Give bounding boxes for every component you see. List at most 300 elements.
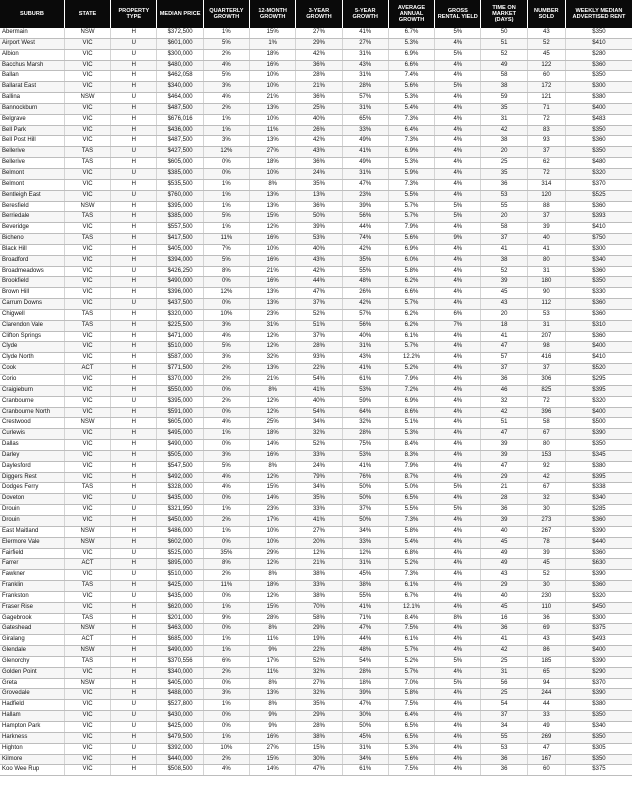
cell-weekly-median-rent: $750 (565, 234, 632, 245)
cell-quarterly-growth: 1% (203, 179, 249, 190)
cell-property-type: H (111, 635, 157, 646)
cell-quarterly-growth: 8% (203, 266, 249, 277)
cell-property-type: H (111, 212, 157, 223)
cell-time-on-market: 47 (481, 429, 527, 440)
cell-average-annual-growth: 7.3% (388, 136, 434, 147)
cell-state: TAS (64, 613, 110, 624)
cell-average-annual-growth: 5.5% (388, 190, 434, 201)
cell-time-on-market: 51 (481, 38, 527, 49)
table-row (0, 754, 632, 765)
cell-gross-rental-yield: 5% (435, 82, 481, 93)
cell-number-sold: 98 (527, 342, 565, 353)
cell-state: VIC (64, 244, 110, 255)
cell-median-price: $425,000 (157, 581, 203, 592)
cell-12-month-growth: 21% (250, 375, 296, 386)
cell-5-year-growth: 39% (342, 201, 388, 212)
cell-3-year-growth: 34% (296, 483, 342, 494)
cell-5-year-growth: 43% (342, 353, 388, 364)
cell-property-type: H (111, 732, 157, 743)
cell-12-month-growth: 15% (250, 28, 296, 38)
cell-median-price: $440,000 (157, 754, 203, 765)
cell-property-type: U (111, 38, 157, 49)
cell-quarterly-growth: 8% (203, 559, 249, 570)
cell-weekly-median-rent: $360 (565, 201, 632, 212)
table-row (0, 722, 632, 733)
cell-time-on-market: 16 (481, 613, 527, 624)
cell-suburb: Bacchus Marsh (0, 60, 64, 71)
cell-median-price: $602,000 (157, 537, 203, 548)
cell-number-sold: 71 (527, 103, 565, 114)
cell-12-month-growth: 8% (250, 678, 296, 689)
cell-3-year-growth: 27% (296, 28, 342, 38)
cell-state: VIC (64, 450, 110, 461)
cell-5-year-growth: 47% (342, 624, 388, 635)
cell-time-on-market: 58 (481, 223, 527, 234)
cell-median-price: $392,000 (157, 743, 203, 754)
cell-gross-rental-yield: 4% (435, 570, 481, 581)
column-header-number-sold: NUMBER SOLD (527, 0, 565, 28)
cell-quarterly-growth: 10% (203, 309, 249, 320)
cell-quarterly-growth: 1% (203, 201, 249, 212)
cell-quarterly-growth: 1% (203, 635, 249, 646)
cell-median-price: $508,500 (157, 765, 203, 776)
cell-number-sold: 88 (527, 201, 565, 212)
cell-3-year-growth: 32% (296, 429, 342, 440)
cell-time-on-market: 54 (481, 700, 527, 711)
cell-state: NSW (64, 646, 110, 657)
cell-property-type: H (111, 244, 157, 255)
cell-time-on-market: 28 (481, 494, 527, 505)
cell-time-on-market: 53 (481, 743, 527, 754)
cell-suburb: Clifton Springs (0, 331, 64, 342)
table-row (0, 581, 632, 592)
cell-weekly-median-rent: $360 (565, 515, 632, 526)
cell-5-year-growth: 40% (342, 331, 388, 342)
cell-average-annual-growth: 5.4% (388, 537, 434, 548)
cell-suburb: Brown Hill (0, 288, 64, 299)
cell-property-type: H (111, 667, 157, 678)
cell-average-annual-growth: 6.2% (388, 320, 434, 331)
cell-time-on-market: 47 (481, 461, 527, 472)
cell-median-price: $557,500 (157, 223, 203, 234)
cell-3-year-growth: 27% (296, 678, 342, 689)
cell-5-year-growth: 76% (342, 472, 388, 483)
cell-time-on-market: 36 (481, 624, 527, 635)
cell-gross-rental-yield: 4% (435, 548, 481, 559)
cell-average-annual-growth: 5.4% (388, 103, 434, 114)
cell-3-year-growth: 54% (296, 375, 342, 386)
cell-average-annual-growth: 7.3% (388, 179, 434, 190)
table-row (0, 440, 632, 451)
cell-number-sold: 67 (527, 429, 565, 440)
table-row (0, 49, 632, 60)
cell-average-annual-growth: 8.3% (388, 450, 434, 461)
cell-property-type: H (111, 429, 157, 440)
cell-gross-rental-yield: 4% (435, 515, 481, 526)
table-row (0, 548, 632, 559)
cell-average-annual-growth: 5.2% (388, 364, 434, 375)
cell-suburb: Elermore Vale (0, 537, 64, 548)
cell-gross-rental-yield: 4% (435, 71, 481, 82)
cell-quarterly-growth: 4% (203, 765, 249, 776)
cell-suburb: Dodges Ferry (0, 483, 64, 494)
table-row (0, 461, 632, 472)
cell-5-year-growth: 38% (342, 581, 388, 592)
table-row (0, 179, 632, 190)
cell-median-price: $425,000 (157, 722, 203, 733)
cell-average-annual-growth: 6.6% (388, 60, 434, 71)
cell-3-year-growth: 53% (296, 234, 342, 245)
cell-suburb: Curlewis (0, 429, 64, 440)
cell-property-type: H (111, 71, 157, 82)
cell-time-on-market: 25 (481, 689, 527, 700)
cell-median-price: $450,000 (157, 515, 203, 526)
cell-3-year-growth: 42% (296, 136, 342, 147)
cell-quarterly-growth: 2% (203, 396, 249, 407)
cell-gross-rental-yield: 4% (435, 147, 481, 158)
cell-5-year-growth: 37% (342, 505, 388, 516)
cell-time-on-market: 49 (481, 60, 527, 71)
cell-state: TAS (64, 158, 110, 169)
cell-3-year-growth: 21% (296, 559, 342, 570)
cell-time-on-market: 46 (481, 385, 527, 396)
cell-median-price: $550,000 (157, 385, 203, 396)
cell-state: VIC (64, 689, 110, 700)
cell-quarterly-growth: 0% (203, 277, 249, 288)
cell-property-type: H (111, 537, 157, 548)
cell-time-on-market: 39 (481, 450, 527, 461)
cell-gross-rental-yield: 4% (435, 385, 481, 396)
cell-number-sold: 62 (527, 158, 565, 169)
cell-12-month-growth: 17% (250, 656, 296, 667)
cell-state: VIC (64, 331, 110, 342)
cell-suburb: Belmont (0, 179, 64, 190)
cell-5-year-growth: 48% (342, 277, 388, 288)
cell-number-sold: 58 (527, 418, 565, 429)
cell-property-type: H (111, 624, 157, 635)
cell-3-year-growth: 35% (296, 700, 342, 711)
cell-average-annual-growth: 5.8% (388, 266, 434, 277)
cell-weekly-median-rent: $480 (565, 158, 632, 169)
cell-5-year-growth: 50% (342, 494, 388, 505)
cell-quarterly-growth: 2% (203, 754, 249, 765)
cell-state: VIC (64, 494, 110, 505)
cell-gross-rental-yield: 4% (435, 722, 481, 733)
cell-quarterly-growth: 5% (203, 461, 249, 472)
cell-property-type: U (111, 722, 157, 733)
cell-suburb: Bellerive (0, 147, 64, 158)
cell-suburb: Corio (0, 375, 64, 386)
cell-property-type: U (111, 743, 157, 754)
cell-gross-rental-yield: 6% (435, 309, 481, 320)
table-row (0, 353, 632, 364)
cell-weekly-median-rent: $450 (565, 602, 632, 613)
cell-gross-rental-yield: 5% (435, 28, 481, 38)
cell-state: VIC (64, 60, 110, 71)
cell-time-on-market: 41 (481, 331, 527, 342)
cell-time-on-market: 25 (481, 158, 527, 169)
cell-number-sold: 94 (527, 678, 565, 689)
cell-gross-rental-yield: 4% (435, 168, 481, 179)
cell-property-type: H (111, 385, 157, 396)
cell-average-annual-growth: 7.3% (388, 114, 434, 125)
cell-3-year-growth: 29% (296, 624, 342, 635)
cell-gross-rental-yield: 4% (435, 190, 481, 201)
cell-median-price: $395,000 (157, 396, 203, 407)
table-row (0, 624, 632, 635)
table-row (0, 635, 632, 646)
cell-property-type: U (111, 49, 157, 60)
cell-average-annual-growth: 7.2% (388, 385, 434, 396)
cell-gross-rental-yield: 4% (435, 591, 481, 602)
cell-number-sold: 37 (527, 147, 565, 158)
cell-state: VIC (64, 667, 110, 678)
cell-gross-rental-yield: 4% (435, 711, 481, 722)
cell-5-year-growth: 75% (342, 440, 388, 451)
cell-state: VIC (64, 429, 110, 440)
cell-weekly-median-rent: $520 (565, 364, 632, 375)
cell-average-annual-growth: 5.7% (388, 212, 434, 223)
cell-average-annual-growth: 5.7% (388, 667, 434, 678)
cell-gross-rental-yield: 4% (435, 60, 481, 71)
cell-gross-rental-yield: 7% (435, 320, 481, 331)
cell-quarterly-growth: 4% (203, 483, 249, 494)
cell-state: VIC (64, 461, 110, 472)
cell-number-sold: 47 (527, 743, 565, 754)
cell-5-year-growth: 41% (342, 461, 388, 472)
cell-state: VIC (64, 277, 110, 288)
cell-12-month-growth: 13% (250, 288, 296, 299)
cell-average-annual-growth: 7.5% (388, 624, 434, 635)
cell-number-sold: 825 (527, 385, 565, 396)
cell-average-annual-growth: 7.3% (388, 515, 434, 526)
table-row (0, 515, 632, 526)
cell-suburb: Albion (0, 49, 64, 60)
cell-suburb: Fawkner (0, 570, 64, 581)
cell-weekly-median-rent: $410 (565, 38, 632, 49)
table-row (0, 418, 632, 429)
cell-average-annual-growth: 6.0% (388, 255, 434, 266)
table-row (0, 537, 632, 548)
cell-property-type: H (111, 342, 157, 353)
cell-median-price: $437,500 (157, 299, 203, 310)
cell-average-annual-growth: 6.8% (388, 548, 434, 559)
cell-12-month-growth: 32% (250, 353, 296, 364)
cell-number-sold: 93 (527, 136, 565, 147)
cell-3-year-growth: 41% (296, 385, 342, 396)
cell-quarterly-growth: 3% (203, 450, 249, 461)
cell-time-on-market: 35 (481, 168, 527, 179)
cell-3-year-growth: 93% (296, 353, 342, 364)
cell-number-sold: 67 (527, 483, 565, 494)
cell-quarterly-growth: 2% (203, 364, 249, 375)
cell-suburb: Gateshead (0, 624, 64, 635)
cell-property-type: U (111, 396, 157, 407)
cell-3-year-growth: 38% (296, 570, 342, 581)
cell-average-annual-growth: 5.2% (388, 656, 434, 667)
cell-12-month-growth: 13% (250, 201, 296, 212)
table-row (0, 266, 632, 277)
cell-gross-rental-yield: 4% (435, 244, 481, 255)
cell-5-year-growth: 48% (342, 646, 388, 657)
cell-weekly-median-rent: $320 (565, 591, 632, 602)
cell-time-on-market: 59 (481, 93, 527, 104)
cell-state: VIC (64, 136, 110, 147)
cell-3-year-growth: 36% (296, 158, 342, 169)
cell-weekly-median-rent: $390 (565, 526, 632, 537)
table-row (0, 288, 632, 299)
cell-gross-rental-yield: 4% (435, 288, 481, 299)
cell-3-year-growth: 40% (296, 244, 342, 255)
cell-weekly-median-rent: $350 (565, 711, 632, 722)
table-row (0, 483, 632, 494)
cell-12-month-growth: 18% (250, 49, 296, 60)
cell-median-price: $385,000 (157, 212, 203, 223)
cell-number-sold: 60 (527, 71, 565, 82)
cell-state: VIC (64, 396, 110, 407)
cell-weekly-median-rent: $350 (565, 28, 632, 38)
cell-gross-rental-yield: 4% (435, 114, 481, 125)
cell-suburb: Beveridge (0, 223, 64, 234)
cell-median-price: $370,000 (157, 375, 203, 386)
cell-suburb: Chigwell (0, 309, 64, 320)
cell-gross-rental-yield: 4% (435, 743, 481, 754)
cell-quarterly-growth: 5% (203, 342, 249, 353)
cell-12-month-growth: 8% (250, 461, 296, 472)
cell-weekly-median-rent: $320 (565, 168, 632, 179)
cell-weekly-median-rent: $350 (565, 147, 632, 158)
cell-3-year-growth: 22% (296, 646, 342, 657)
cell-gross-rental-yield: 4% (435, 277, 481, 288)
cell-suburb: Belgrave (0, 114, 64, 125)
cell-weekly-median-rent: $395 (565, 472, 632, 483)
cell-gross-rental-yield: 9% (435, 234, 481, 245)
table-row (0, 450, 632, 461)
cell-3-year-growth: 22% (296, 364, 342, 375)
table-row (0, 526, 632, 537)
cell-5-year-growth: 42% (342, 244, 388, 255)
cell-property-type: H (111, 450, 157, 461)
cell-property-type: H (111, 483, 157, 494)
cell-3-year-growth: 34% (296, 418, 342, 429)
cell-gross-rental-yield: 5% (435, 201, 481, 212)
cell-median-price: $587,000 (157, 353, 203, 364)
cell-weekly-median-rent: $320 (565, 396, 632, 407)
cell-average-annual-growth: 5.1% (388, 418, 434, 429)
cell-median-price: $471,000 (157, 331, 203, 342)
table-row (0, 732, 632, 743)
cell-average-annual-growth: 5.9% (388, 168, 434, 179)
cell-state: VIC (64, 82, 110, 93)
cell-5-year-growth: 41% (342, 147, 388, 158)
cell-3-year-growth: 20% (296, 537, 342, 548)
cell-state: VIC (64, 38, 110, 49)
cell-number-sold: 306 (527, 375, 565, 386)
cell-weekly-median-rent: $390 (565, 570, 632, 581)
table-header-row (0, 0, 632, 28)
cell-3-year-growth: 24% (296, 461, 342, 472)
cell-number-sold: 230 (527, 591, 565, 602)
table-row (0, 667, 632, 678)
cell-weekly-median-rent: $400 (565, 342, 632, 353)
cell-3-year-growth: 42% (296, 49, 342, 60)
table-row (0, 656, 632, 667)
cell-suburb: Bannockburn (0, 103, 64, 114)
cell-state: VIC (64, 548, 110, 559)
table-row (0, 505, 632, 516)
cell-suburb: Belmont (0, 168, 64, 179)
cell-median-price: $487,500 (157, 136, 203, 147)
cell-weekly-median-rent: $390 (565, 656, 632, 667)
cell-quarterly-growth: 3% (203, 82, 249, 93)
cell-number-sold: 90 (527, 288, 565, 299)
cell-state: VIC (64, 375, 110, 386)
cell-average-annual-growth: 6.1% (388, 581, 434, 592)
cell-suburb: Bentleigh East (0, 190, 64, 201)
cell-weekly-median-rent: $400 (565, 646, 632, 657)
cell-property-type: H (111, 288, 157, 299)
cell-5-year-growth: 18% (342, 678, 388, 689)
cell-suburb: Drouin (0, 515, 64, 526)
table-row (0, 60, 632, 71)
cell-state: TAS (64, 483, 110, 494)
cell-12-month-growth: 23% (250, 309, 296, 320)
cell-state: VIC (64, 472, 110, 483)
cell-gross-rental-yield: 4% (435, 472, 481, 483)
cell-5-year-growth: 61% (342, 375, 388, 386)
table-row (0, 689, 632, 700)
cell-state: TAS (64, 234, 110, 245)
cell-12-month-growth: 15% (250, 212, 296, 223)
table-row (0, 646, 632, 657)
cell-suburb: Greta (0, 678, 64, 689)
cell-property-type: H (111, 158, 157, 169)
cell-12-month-growth: 16% (250, 60, 296, 71)
cell-12-month-growth: 14% (250, 765, 296, 776)
cell-time-on-market: 39 (481, 440, 527, 451)
cell-median-price: $394,000 (157, 255, 203, 266)
cell-weekly-median-rent: $380 (565, 461, 632, 472)
table-row (0, 342, 632, 353)
cell-12-month-growth: 12% (250, 472, 296, 483)
cell-quarterly-growth: 9% (203, 613, 249, 624)
cell-quarterly-growth: 1% (203, 602, 249, 613)
cell-3-year-growth: 40% (296, 114, 342, 125)
cell-state: VIC (64, 732, 110, 743)
cell-average-annual-growth: 6.2% (388, 309, 434, 320)
cell-property-type: H (111, 678, 157, 689)
cell-weekly-median-rent: $330 (565, 288, 632, 299)
cell-12-month-growth: 8% (250, 179, 296, 190)
cell-time-on-market: 52 (481, 49, 527, 60)
table-row (0, 255, 632, 266)
cell-median-price: $372,500 (157, 28, 203, 38)
cell-average-annual-growth: 6.7% (388, 591, 434, 602)
cell-weekly-median-rent: $360 (565, 581, 632, 592)
cell-5-year-growth: 44% (342, 223, 388, 234)
cell-3-year-growth: 42% (296, 266, 342, 277)
cell-average-annual-growth: 5.3% (388, 158, 434, 169)
cell-12-month-growth: 13% (250, 103, 296, 114)
cell-number-sold: 86 (527, 646, 565, 657)
cell-3-year-growth: 12% (296, 548, 342, 559)
cell-gross-rental-yield: 5% (435, 212, 481, 223)
cell-weekly-median-rent: $395 (565, 385, 632, 396)
cell-weekly-median-rent: $360 (565, 331, 632, 342)
cell-property-type: H (111, 407, 157, 418)
cell-3-year-growth: 58% (296, 613, 342, 624)
table-row (0, 472, 632, 483)
